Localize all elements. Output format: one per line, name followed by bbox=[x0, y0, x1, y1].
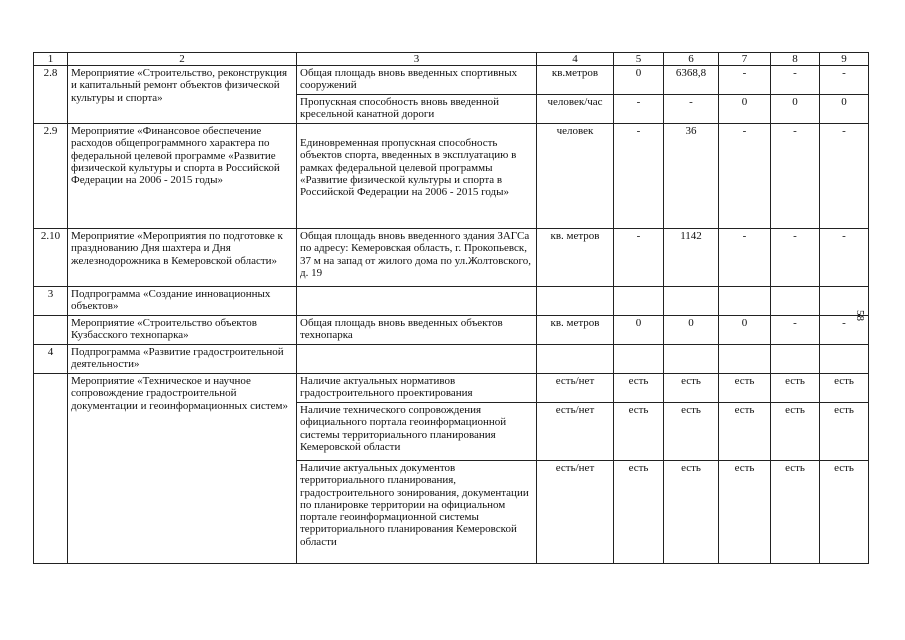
empty-cell bbox=[719, 345, 771, 374]
row-number: 3 bbox=[34, 287, 68, 316]
value-cell: есть bbox=[614, 461, 664, 564]
value-cell: - bbox=[820, 66, 869, 95]
unit-cell: есть/нет bbox=[537, 403, 614, 461]
empty-cell bbox=[614, 287, 664, 316]
row-number: 2.9 bbox=[34, 124, 68, 229]
empty-cell bbox=[34, 316, 68, 345]
value-cell: - bbox=[771, 66, 820, 95]
table-row bbox=[34, 374, 869, 403]
value-cell: - bbox=[771, 124, 820, 229]
value-cell: есть bbox=[664, 403, 719, 461]
empty-cell bbox=[719, 287, 771, 316]
value-cell: есть bbox=[771, 374, 820, 403]
indicator-name: Общая площадь вновь введенных объектов технопарка bbox=[297, 316, 537, 345]
value-cell: есть bbox=[771, 403, 820, 461]
table-row bbox=[34, 287, 869, 316]
value-cell: - bbox=[719, 124, 771, 229]
value-cell: есть bbox=[664, 374, 719, 403]
value-cell: 36 bbox=[664, 124, 719, 229]
row-number: 2.8 bbox=[34, 66, 68, 124]
value-cell: - bbox=[820, 124, 869, 229]
value-cell: - bbox=[664, 95, 719, 124]
value-cell: - bbox=[771, 316, 820, 345]
empty-cell bbox=[614, 345, 664, 374]
value-cell: 1142 bbox=[664, 229, 719, 287]
header-cell: 7 bbox=[719, 53, 771, 66]
value-cell: 6368,8 bbox=[664, 66, 719, 95]
unit-cell: кв. метров bbox=[537, 316, 614, 345]
unit-cell: человек/час bbox=[537, 95, 614, 124]
indicator-name: Наличие актуальных документов территориального планирования, градостроительного зонирования, документации по планировке территории на официальном портале геоинформационной системы территориального планирования Кемеровской области bbox=[297, 461, 537, 564]
value-cell: - bbox=[719, 229, 771, 287]
header-cell: 6 bbox=[664, 53, 719, 66]
empty-cell bbox=[820, 345, 869, 374]
value-cell: 0 bbox=[771, 95, 820, 124]
header-cell: 9 bbox=[820, 53, 869, 66]
value-cell: 0 bbox=[820, 95, 869, 124]
table-row bbox=[34, 124, 869, 229]
indicator-name: Общая площадь вновь введенных спортивных сооружений bbox=[297, 66, 537, 95]
unit-cell: кв.метров bbox=[537, 66, 614, 95]
row-number: 2.10 bbox=[34, 229, 68, 287]
value-cell: есть bbox=[719, 403, 771, 461]
indicator-name: Единовременная пропускная способность объектов спорта, введенных в эксплуатацию в рамках федеральной целевой программы «Развитие физической культуры и спорта в Российской Федерации на 2006 - 2015 годы» bbox=[297, 124, 537, 229]
empty-cell bbox=[537, 287, 614, 316]
empty-cell bbox=[297, 345, 537, 374]
value-cell: - bbox=[771, 229, 820, 287]
header-cell: 8 bbox=[771, 53, 820, 66]
value-cell: 0 bbox=[719, 316, 771, 345]
empty-cell bbox=[664, 287, 719, 316]
subprogram-title: Подпрограмма «Развитие градостроительной деятельности» bbox=[68, 345, 297, 374]
value-cell: - bbox=[614, 229, 664, 287]
value-cell: есть bbox=[614, 374, 664, 403]
header-cell: 3 bbox=[297, 53, 537, 66]
indicator-name: Общая площадь вновь введенного здания ЗАГСа по адресу: Кемеровская область, г. Прокопьевск, 37 м на запад от жилого дома по ул.Жолтовского, д. 19 bbox=[297, 229, 537, 287]
empty-cell bbox=[664, 345, 719, 374]
empty-cell bbox=[771, 287, 820, 316]
unit-cell: есть/нет bbox=[537, 461, 614, 564]
unit-cell: кв. метров bbox=[537, 229, 614, 287]
measure-title: Мероприятие «Техническое и научное сопровождение градостроительной документации и геоинформационных систем» bbox=[68, 374, 297, 564]
empty-cell bbox=[771, 345, 820, 374]
table-row bbox=[34, 229, 869, 287]
header-cell: 4 bbox=[537, 53, 614, 66]
value-cell: есть bbox=[820, 374, 869, 403]
table-row bbox=[34, 316, 869, 345]
value-cell: есть bbox=[719, 461, 771, 564]
value-cell: - bbox=[614, 124, 664, 229]
table-row bbox=[34, 66, 869, 95]
value-cell: есть bbox=[820, 403, 869, 461]
header-cell: 2 bbox=[68, 53, 297, 66]
unit-cell: есть/нет bbox=[537, 374, 614, 403]
value-cell: есть bbox=[614, 403, 664, 461]
measure-title: Мероприятие «Финансовое обеспечение расходов общепрограммного характера по федеральной целевой программе «Развитие физической культуры и спорта в Российской Федерации на 2006 - 2015 годы» bbox=[68, 124, 297, 229]
subprogram-title: Подпрограмма «Создание инновационных объектов» bbox=[68, 287, 297, 316]
value-cell: 0 bbox=[664, 316, 719, 345]
empty-cell bbox=[537, 345, 614, 374]
value-cell: 0 bbox=[614, 316, 664, 345]
indicator-name: Пропускная способность вновь введенной кресельной канатной дороги bbox=[297, 95, 537, 124]
measure-title: Мероприятие «Строительство объектов Кузбасского технопарка» bbox=[68, 316, 297, 345]
value-cell: 0 bbox=[719, 95, 771, 124]
indicator-name: Наличие актуальных нормативов градостроительного проектирования bbox=[297, 374, 537, 403]
header-cell: 1 bbox=[34, 53, 68, 66]
indicator-name: Наличие технического сопровождения официального портала геоинформационной системы территориального планирования Кемеровской области bbox=[297, 403, 537, 461]
value-cell: - bbox=[719, 66, 771, 95]
table-row bbox=[34, 345, 869, 374]
value-cell: есть bbox=[820, 461, 869, 564]
empty-cell bbox=[34, 374, 68, 564]
measure-title: Мероприятие «Мероприятия по подготовке к празднованию Дня шахтера и Дня железнодорожника в Кемеровской области» bbox=[68, 229, 297, 287]
indicators-table bbox=[33, 52, 869, 564]
value-cell: 0 bbox=[614, 66, 664, 95]
value-cell: - bbox=[614, 95, 664, 124]
value-cell: есть bbox=[771, 461, 820, 564]
page-number: 58 bbox=[854, 310, 866, 321]
value-cell: - bbox=[820, 229, 869, 287]
empty-cell bbox=[297, 287, 537, 316]
measure-title: Мероприятие «Строительство, реконструкция и капитальный ремонт объектов физической культуры и спорта» bbox=[68, 66, 297, 124]
value-cell: есть bbox=[664, 461, 719, 564]
header-row bbox=[34, 53, 869, 66]
unit-cell: человек bbox=[537, 124, 614, 229]
value-cell: есть bbox=[719, 374, 771, 403]
row-number: 4 bbox=[34, 345, 68, 374]
header-cell: 5 bbox=[614, 53, 664, 66]
value-cell: - bbox=[820, 316, 869, 345]
